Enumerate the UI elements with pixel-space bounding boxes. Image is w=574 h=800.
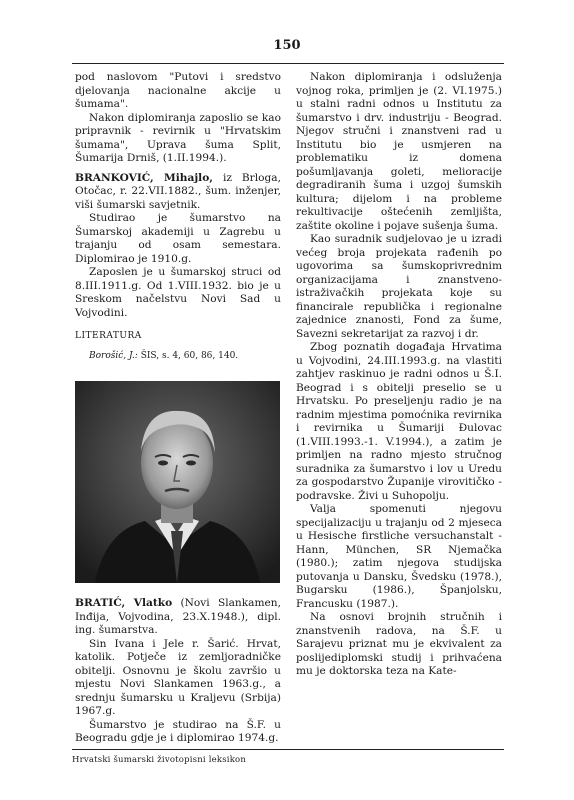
entry-paragraph: Zaposlen je u šumarskoj struci od 8.III.1911.g. Od 1.VIII.1932. bio je u Sreskom načelstvu Novi Sad u Vojvodini. (75, 266, 281, 319)
body-paragraph: Valja spomenuti njegovu specijalizaciju u trajanju od 2 mjeseca u Hesische firstliche versuchanstalt - Hann, München, SR Njemačka (1980.); zatim njegova studijska putovanja u Dansku, Švedsku (1978.), Bugarsku (1986.), Španjolsku, Francusku (1987.). (296, 503, 502, 610)
literature-source: ŠIS, s. 4, 60, 86, 140. (137, 350, 239, 361)
body-paragraph: Na osnovi brojnih stručnih i znanstvenih radova, na Š.F. u Sarajevu priznat mu je ekvivalent za poslijediplomski studij i prihvaćena mu je doktorska teza na Kate- (296, 611, 502, 677)
literature-author: Borošić, J.: (89, 350, 138, 361)
header-rule (72, 63, 504, 64)
entry-paragraph: Studirao je šumarstvo na Šumarskoj akademiji u Zagrebu u trajanju od osam semestara. Diplomirao je 1910.g. (75, 212, 281, 265)
body-paragraph: Kao suradnik sudjelovao je u izradi većeg broja projekata rađenih po ugovorima sa šumskoprivrednim organizacijama i znanstveno-istraživačkih projekata koje su financirale republička i regionalne zajednice znanosti, Fond za šume, Savezni sekretarijat za razvoj i dr. (296, 233, 502, 340)
literature-heading: LITERATURA (75, 331, 142, 341)
entry-bratic (75, 597, 281, 638)
entry-paragraph: Sin Ivana i Jele r. Šarić. Hrvat, katolik. Potječe iz zemljoradničke obitelji. Osnovnu je školu završio u mjestu Novi Slankamen 1963.g., a srednju šumarsku u Kraljevu (Srbija) 1967.g. (75, 637, 281, 717)
entry-paragraph: Šumarstvo je studirao na Š.F. u Beogradu gdje je i diplomirao 1974.g. (75, 718, 281, 744)
left-column (75, 71, 281, 746)
entry-brankovic (75, 172, 281, 213)
footer-title: Hrvatski šumarski životopisni leksikon (72, 755, 247, 765)
right-column (296, 71, 502, 679)
portrait-photo (75, 381, 280, 583)
literature-reference (75, 350, 281, 364)
intro-paragraph-2: Nakon diplomiranja zaposlio se kao pripravnik - revirnik u "Hrvatskim šumama", Uprava šuma Split, Šumarija Drniš, (1.II.1994.). (75, 111, 281, 164)
body-paragraph: Nakon diplomiranja i odsluženja vojnog roka, primljen je (2. VI.1975.) u stalni radni odnos u Institutu za šumarstvo i drv. industriju - Beograd. Njegov stručni i znanstveni rad u Institutu bio je usmjeren na problematiku iz domena pošumljavanja goleti, melioracije degradiranih šuma i uzgoj šumskih kultura; dijelom i na probleme rekultivacije oštećenih zemljišta, zaštite okoline i pojave sušenja šuma. (296, 71, 502, 232)
footer-rule (72, 749, 504, 750)
entry-details: (Novi Slankamen, Inđija, Vojvodina, 23.X.1948.), dipl. ing. šumarstva. (75, 597, 281, 636)
entry-details: iz Brloga, Otočac, r. 22.VII.1882., šum. inženjer, viši šumarski savjetnik. (75, 171, 281, 211)
body-paragraph: Zbog poznatih događaja Hrvatima u Vojvodini, 24.III.1993.g. na vlastiti zahtjev raskinuo je radni odnos u Š.I. Beograd i s obitelji preselio se u Hrvatsku. Po preseljenju radio je na radnim mjestima pomoćnika revirnika i revirnika u Šumariji Đulovac (1.VIII.1993.-1. V.1994.), a zatim je primljen na radno mjesto stručnog suradnika za šumarstvo i lov u Uredu za gospodarstvo Županije virovitičko - podravske. Živi u Suhopolju. (296, 341, 502, 502)
page-number: 150 (273, 38, 301, 53)
entry-name: BRANKOVIĆ, Mihajlo, (75, 171, 213, 184)
entry-name: BRATIĆ, Vlatko (75, 597, 173, 609)
intro-paragraph: pod naslovom "Putovi i sredstvo djelovanja nacionalne akcije u šumama". (75, 71, 281, 110)
